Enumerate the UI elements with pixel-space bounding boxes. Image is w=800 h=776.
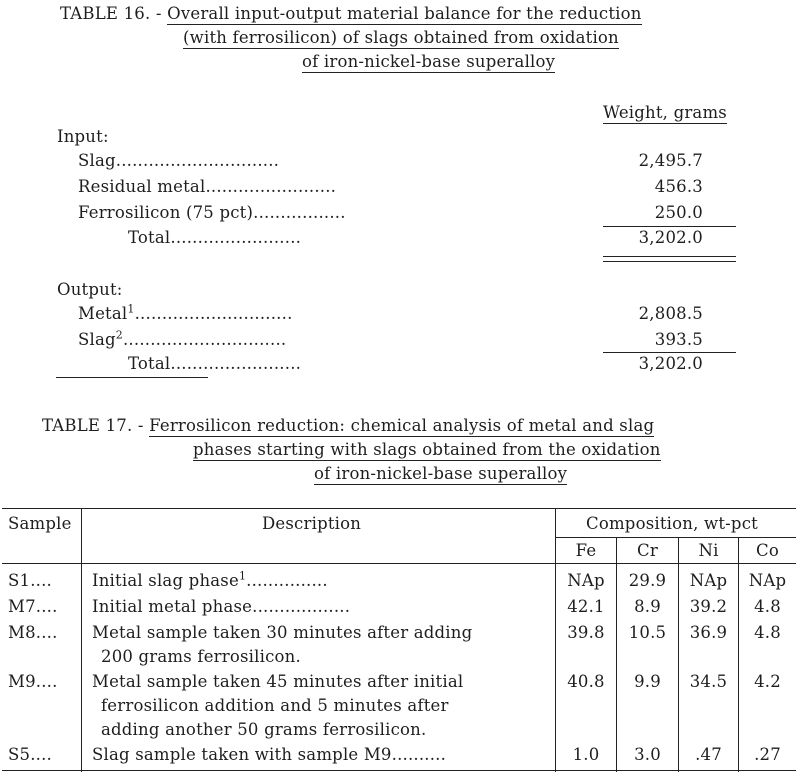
input-total-value: 3,202.0 bbox=[638, 228, 703, 247]
leader-dots: ................. bbox=[253, 203, 346, 222]
sample-id: M7.... bbox=[8, 597, 58, 616]
output-heading: Output: bbox=[57, 280, 123, 299]
table16-caption-line-2 bbox=[183, 28, 619, 47]
fe-value: NAp bbox=[567, 571, 605, 590]
output-row-slag bbox=[78, 330, 286, 349]
output-total-value: 3,202.0 bbox=[638, 354, 703, 373]
table17-caption-line-1 bbox=[42, 416, 654, 435]
fe-value: 40.8 bbox=[567, 672, 605, 691]
row-label: Slag bbox=[78, 330, 116, 349]
description-line: 200 grams ferrosilicon. bbox=[101, 647, 301, 666]
table17-top-rule bbox=[2, 508, 796, 509]
cr-value: 9.9 bbox=[634, 672, 661, 691]
row-label: Slag bbox=[78, 151, 116, 170]
header-composition: Composition, wt-pct bbox=[586, 514, 758, 533]
footnote-marker: 1 bbox=[238, 569, 247, 583]
row-description bbox=[92, 745, 446, 764]
input-sum-rule bbox=[603, 226, 736, 227]
co-value: NAp bbox=[748, 571, 787, 590]
output-sum-rule bbox=[603, 352, 736, 353]
description-line: Metal sample taken 45 minutes after initial bbox=[92, 672, 464, 691]
fe-value: 39.8 bbox=[567, 623, 605, 642]
ni-value: 34.5 bbox=[689, 672, 728, 691]
input-row-ferrosilicon bbox=[78, 203, 346, 222]
leader-dots: ............... bbox=[246, 571, 328, 590]
table17-caption-prefix: TABLE 17. - bbox=[42, 416, 150, 435]
row-label: Total bbox=[128, 228, 171, 247]
header-cr: Cr bbox=[637, 541, 658, 560]
cr-value: 10.5 bbox=[628, 623, 667, 642]
description-line: Initial metal phase bbox=[92, 597, 253, 616]
input-row-slag bbox=[78, 151, 279, 170]
input-heading: Input: bbox=[57, 127, 109, 146]
co-value: 4.8 bbox=[754, 623, 781, 642]
description-line: Metal sample taken 30 minutes after adding bbox=[92, 623, 473, 642]
co-value: 4.2 bbox=[754, 672, 781, 691]
cr-value: 29.9 bbox=[628, 571, 667, 590]
co-value: .27 bbox=[754, 745, 781, 764]
description-line: ferrosilicon addition and 5 minutes after bbox=[101, 696, 449, 715]
ni-value: 36.9 bbox=[689, 623, 728, 642]
fe-value: 1.0 bbox=[572, 745, 600, 764]
table16-column-header bbox=[603, 103, 727, 122]
table17-caption-title: Ferrosilicon reduction: chemical analysis of metal and slag bbox=[149, 416, 655, 435]
description-line: adding another 50 grams ferrosilicon. bbox=[101, 720, 427, 739]
header-fe: Fe bbox=[575, 541, 597, 560]
footnote-marker: 1 bbox=[127, 302, 135, 316]
header-description: Description bbox=[262, 514, 362, 533]
header-co: Co bbox=[756, 541, 779, 560]
leader-dots: .............................. bbox=[115, 151, 280, 170]
output-value-slag: 393.5 bbox=[654, 330, 703, 349]
leader-dots: ........................ bbox=[170, 228, 302, 247]
double-rule-bottom bbox=[603, 261, 736, 262]
description-line: Initial slag phase bbox=[92, 571, 239, 590]
table16-caption-text: (with ferrosilicon) of slags obtained from oxidation bbox=[183, 28, 619, 47]
ni-value: .47 bbox=[695, 745, 722, 764]
leader-dots: ........................ bbox=[205, 177, 337, 196]
leader-dots: ........................ bbox=[170, 354, 302, 373]
header-ni: Ni bbox=[698, 541, 719, 560]
leader-dots: .................. bbox=[252, 597, 351, 616]
input-value-slag: 2,495.7 bbox=[638, 151, 703, 170]
col-divider-sample bbox=[81, 508, 82, 772]
table17-caption-text: phases starting with slags obtained from the oxidation bbox=[193, 440, 661, 459]
row-label: Ferrosilicon (75 pct) bbox=[78, 203, 254, 222]
double-rule-top bbox=[603, 256, 736, 257]
row-description bbox=[92, 597, 350, 616]
ni-value: NAp bbox=[689, 571, 728, 590]
table17-header-rule bbox=[2, 563, 796, 564]
input-value-ferrosilicon: 250.0 bbox=[654, 203, 703, 222]
table16-caption-line-3 bbox=[302, 52, 555, 71]
input-total-row bbox=[128, 228, 301, 247]
sample-id: S5.... bbox=[8, 745, 52, 764]
table16-caption-line-1 bbox=[60, 4, 642, 23]
row-label: Metal bbox=[78, 304, 128, 323]
table17-bottom-rule bbox=[2, 770, 796, 771]
table16-bottom-rule bbox=[56, 377, 208, 378]
input-row-residual-metal bbox=[78, 177, 336, 196]
fe-value: 42.1 bbox=[567, 597, 605, 616]
table17-caption-line-3 bbox=[314, 464, 567, 483]
leader-dots: ............................. bbox=[134, 304, 293, 323]
table17-caption-text: of iron-nickel-base superalloy bbox=[314, 464, 568, 483]
table17-caption-line-2 bbox=[193, 440, 661, 459]
leader-dots: .......... bbox=[391, 745, 447, 764]
cr-value: 3.0 bbox=[634, 745, 661, 764]
footnote-marker: 2 bbox=[115, 328, 123, 342]
row-label: Residual metal bbox=[78, 177, 206, 196]
input-value-residual-metal: 456.3 bbox=[654, 177, 703, 196]
leader-dots: .............................. bbox=[122, 330, 287, 349]
sample-id: M9.... bbox=[8, 672, 58, 691]
sample-id: M8.... bbox=[8, 623, 58, 642]
table16-caption-prefix: TABLE 16. - bbox=[60, 4, 168, 23]
table16-caption-title: Overall input-output material balance for the reduction bbox=[167, 4, 642, 23]
output-value-metal: 2,808.5 bbox=[638, 304, 703, 323]
composition-subhead-rule bbox=[555, 537, 796, 538]
co-value: 4.8 bbox=[754, 597, 781, 616]
cr-value: 8.9 bbox=[634, 597, 661, 616]
weight-header-label: Weight, grams bbox=[603, 103, 727, 122]
ni-value: 39.2 bbox=[689, 597, 728, 616]
header-sample: Sample bbox=[8, 514, 72, 533]
row-label: Total bbox=[128, 354, 171, 373]
sample-id: S1.... bbox=[8, 571, 52, 590]
output-row-metal bbox=[78, 304, 293, 323]
description-line: Slag sample taken with sample M9 bbox=[92, 745, 392, 764]
table16-caption-text: of iron-nickel-base superalloy bbox=[302, 52, 556, 71]
row-description bbox=[92, 571, 328, 590]
output-total-row bbox=[128, 354, 301, 373]
